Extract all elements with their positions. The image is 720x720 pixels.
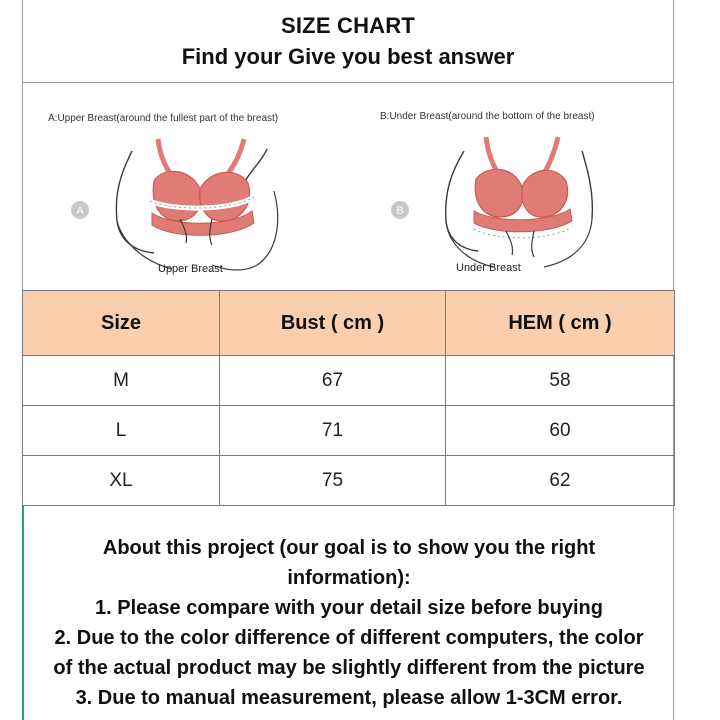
table-row <box>23 456 675 506</box>
under-breast-caption: B:Under Breast(around the bottom of the breast) <box>380 111 595 122</box>
upper-breast-caption: A:Upper Breast(around the fullest part of the breast) <box>48 113 279 124</box>
upper-breast-illustration <box>62 131 302 281</box>
table-row <box>23 406 675 456</box>
column-header-hem: HEM ( cm ) <box>446 291 675 356</box>
page-title: SIZE CHART <box>281 13 415 38</box>
size-cell: M <box>23 356 220 406</box>
svg-text:B: B <box>396 205 404 217</box>
bust-cell: 67 <box>220 356 446 406</box>
measurement-illustrations <box>22 83 674 290</box>
under-breast-label: Under Breast <box>456 262 521 274</box>
svg-text:A: A <box>76 205 84 217</box>
size-chart-header <box>22 0 674 83</box>
notes-line: information): <box>287 567 411 589</box>
table-row <box>23 356 675 406</box>
hem-cell: 60 <box>446 406 675 456</box>
page-subtitle: Find your Give you best answer <box>181 44 515 69</box>
size-table <box>22 290 675 506</box>
badge-b-icon <box>391 201 409 219</box>
size-cell: L <box>23 406 220 456</box>
under-breast-illustration <box>382 131 622 281</box>
hem-cell: 62 <box>446 456 675 506</box>
project-notes <box>24 533 674 713</box>
notes-line: About this project (our goal is to show you the right <box>102 537 596 559</box>
table-header-row <box>23 291 675 356</box>
badge-a-icon <box>71 201 89 219</box>
notes-line: 3. Due to manual measurement, please allow 1-3CM error. <box>75 687 623 709</box>
notes-line: 2. Due to the color difference of different computers, the color <box>54 627 644 649</box>
bust-cell: 75 <box>220 456 446 506</box>
column-header-size: Size <box>23 291 220 356</box>
bust-cell: 71 <box>220 406 446 456</box>
size-cell: XL <box>23 456 220 506</box>
notes-line: 1. Please compare with your detail size before buying <box>95 597 603 619</box>
upper-breast-label: Upper Breast <box>158 263 223 275</box>
hem-cell: 58 <box>446 356 675 406</box>
notes-line: of the actual product may be slightly different from the picture <box>53 657 645 679</box>
column-header-bust: Bust ( cm ) <box>220 291 446 356</box>
